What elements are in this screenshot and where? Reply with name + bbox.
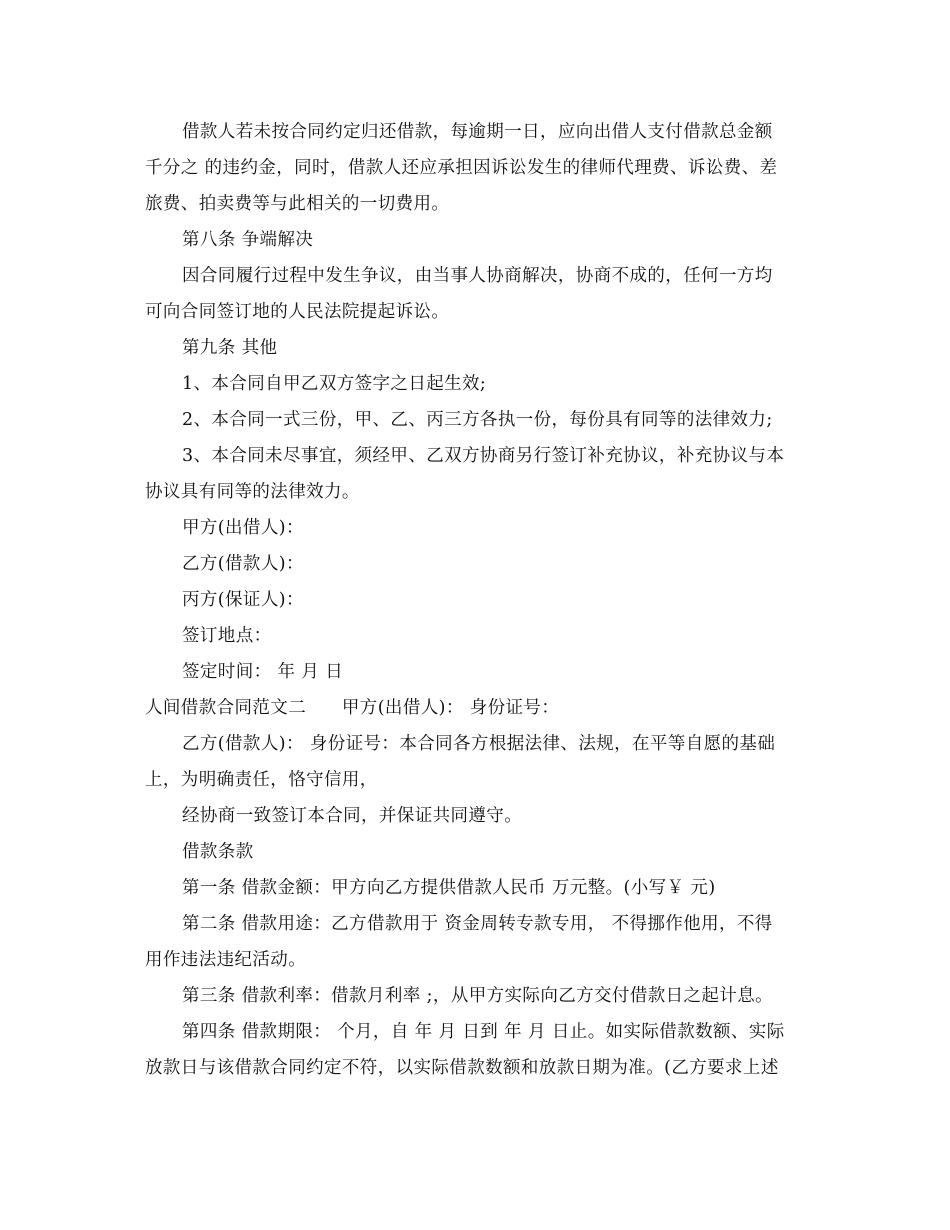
paragraph-line: 用作违法违纪活动。 [145,950,307,970]
section-heading: 借款条款 [182,842,254,862]
paragraph-line: 经协商一致签订本合同，并保证共同遵守。 [182,806,523,826]
signature-field-guarantor: 丙方(保证人)： [182,590,304,610]
paragraph-line: 因合同履行过程中发生争议，由当事人协商解决，协商不成的，任何一方均 [182,266,773,286]
paragraph-line: 借款人若未按合同约定归还借款，每逾期一日，应向出借人支付借款总金额 [182,122,773,142]
paragraph-line: 第一条 借款金额：甲方向乙方提供借款人民币 万元整。(小写￥ 元) [182,878,716,898]
section-heading: 第八条 争端解决 [182,230,314,250]
paragraph-line: 协议具有同等的法律效力。 [145,482,360,502]
paragraph-line: 第三条 借款利率：借款月利率 ;，从甲方实际向乙方交付借款日之起计息。 [182,986,774,1006]
signature-field-borrower: 乙方(借款人)： [182,554,304,574]
paragraph-line: 放款日与该借款合同约定不符，以实际借款数额和放款日期为准。(乙方要求上述 [145,1058,779,1078]
section-heading: 第九条 其他 [182,338,278,358]
paragraph-line: 1、本合同自甲乙双方签字之日起生效; [182,374,487,394]
signature-field-lender: 甲方(出借人)： [182,518,304,538]
paragraph-line: 第四条 借款期限： 个月，自 年 月 日到 年 月 日止。如实际借款数额、实际 [182,1022,785,1042]
paragraph-line: 第二条 借款用途：乙方借款用于 资金周转专款专用， 不得挪作他用，不得 [182,914,773,934]
paragraph-line: 乙方(借款人)： 身份证号：本合同各方根据法律、法规，在平等自愿的基础 [182,734,776,754]
paragraph-line: 可向合同签订地的人民法院提起诉讼。 [145,302,450,322]
paragraph-line: 上，为明确责任，恪守信用， [145,770,378,790]
second-contract-title: 人间借款合同范文二 甲方(出借人)： 身份证号： [145,698,560,718]
paragraph-line: 3、本合同未尽事宜，须经甲、乙双方协商另行签订补充协议，补充协议与本 [182,446,785,466]
paragraph-line: 旅费、拍卖费等与此相关的一切费用。 [145,194,450,214]
signing-place-field: 签订地点： [182,626,272,646]
signing-date-field: 签定时间： 年 月 日 [182,662,344,682]
paragraph-line: 千分之 的违约金，同时，借款人还应承担因诉讼发生的律师代理费、诉讼费、差 [145,158,778,178]
paragraph-line: 2、本合同一式三份，甲、乙、丙三方各执一份，每份具有同等的法律效力; [182,410,773,430]
